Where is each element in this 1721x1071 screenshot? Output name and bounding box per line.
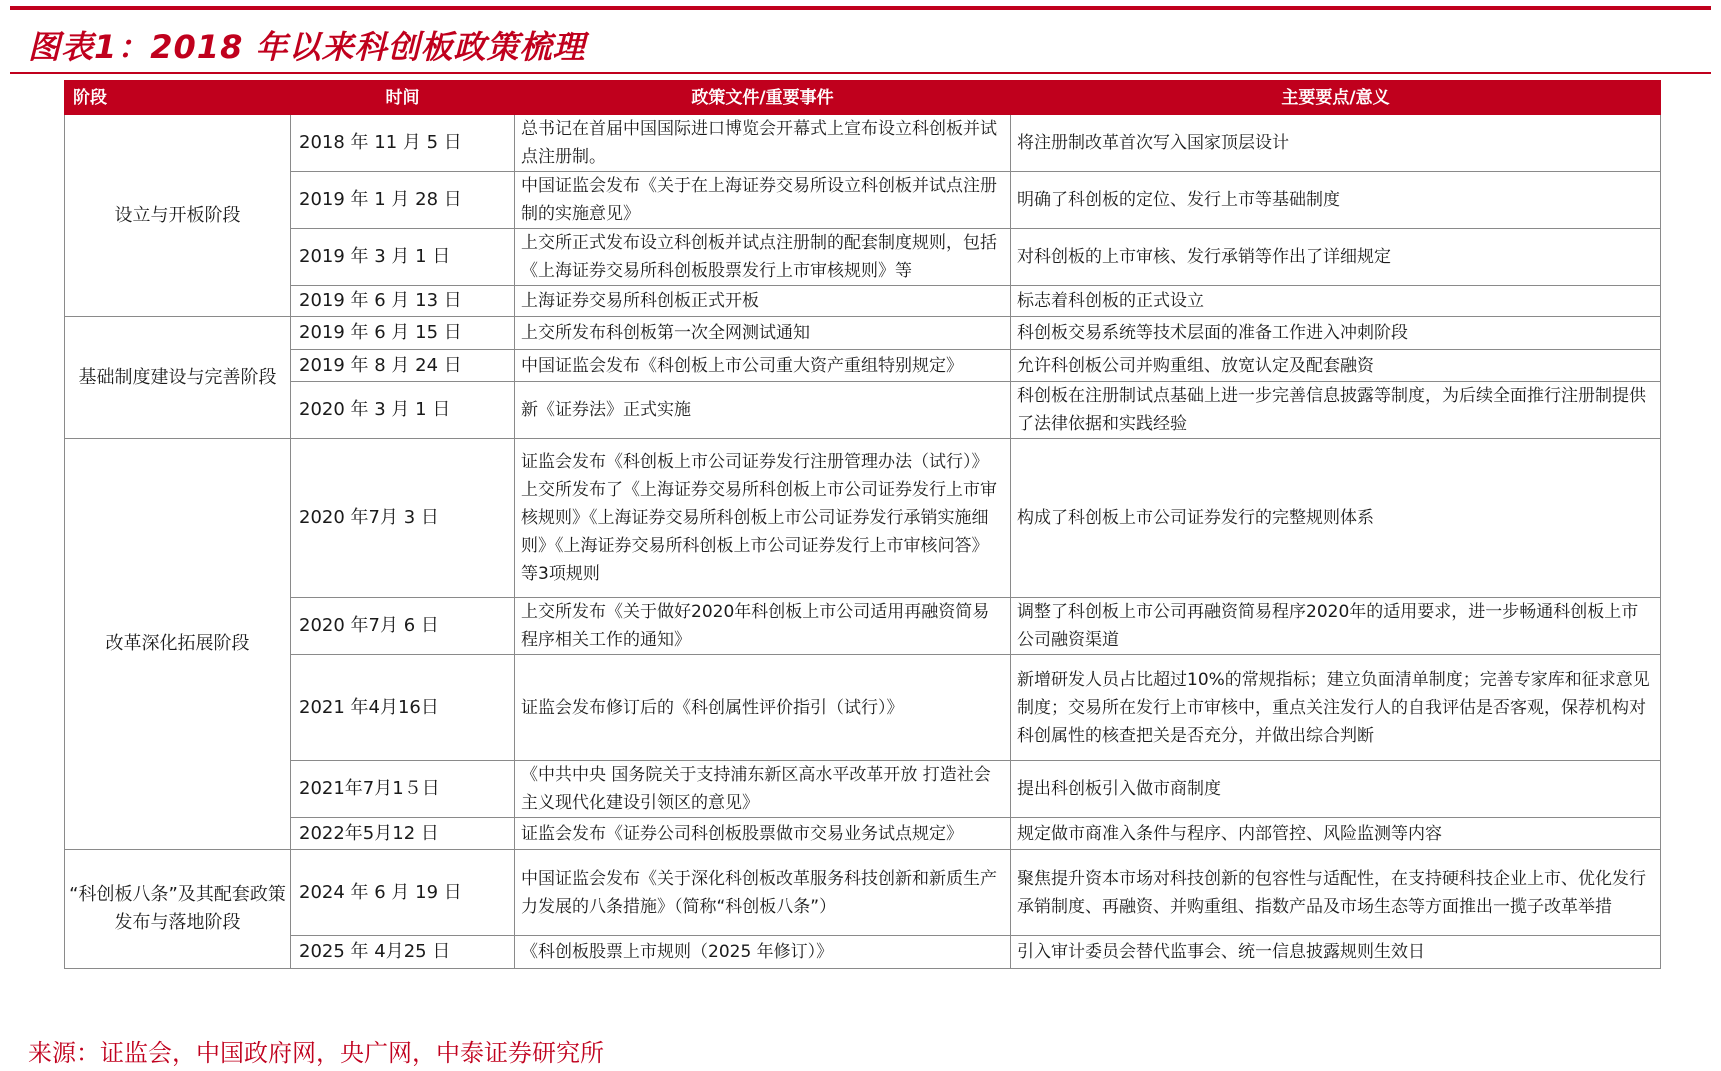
column-header-significance: 主要要点/意义 — [1011, 81, 1661, 115]
significance-cell: 标志着科创板的正式设立 — [1011, 286, 1661, 317]
significance-cell: 允许科创板公司并购重组、放宽认定及配套融资 — [1011, 350, 1661, 382]
event-cell: 上交所发布《关于做好2020年科创板上市公司适用再融资简易程序相关工作的通知》 — [515, 598, 1011, 655]
time-cell: 2024 年 6 月 19 日 — [291, 850, 515, 936]
time-cell: 2025 年 4月25 日 — [291, 936, 515, 969]
top-red-rule — [10, 6, 1711, 10]
significance-cell: 提出科创板引入做市商制度 — [1011, 761, 1661, 818]
significance-cell: 聚焦提升资本市场对科技创新的包容性与适配性，在支持硬科技企业上市、优化发行承销制度、再融资、并购重组、指数产品及市场生态等方面推出一揽子改革举措 — [1011, 850, 1661, 936]
time-cell: 2020 年 3 月 1 日 — [291, 382, 515, 439]
column-header-stage: 阶段 — [65, 81, 291, 115]
table-row — [65, 115, 1661, 172]
event-cell: 中国证监会发布《关于在上海证券交易所设立科创板并试点注册制的实施意见》 — [515, 172, 1011, 229]
table-row — [65, 439, 1661, 598]
table-row — [65, 598, 1661, 655]
time-cell: 2019 年 6 月 15 日 — [291, 317, 515, 350]
event-cell: 《科创板股票上市规则（2025 年修订）》 — [515, 936, 1011, 969]
significance-cell: 新增研发人员占比超过10%的常规指标；建立负面清单制度；完善专家库和征求意见制度；交易所在发行上市审核中，重点关注发行人的自我评估是否客观，保荐机构对科创属性的核查把关是否充分，并做出综合判断 — [1011, 655, 1661, 761]
significance-cell: 将注册制改革首次写入国家顶层设计 — [1011, 115, 1661, 172]
event-cell: 上交所发布科创板第一次全网测试通知 — [515, 317, 1011, 350]
table-row — [65, 936, 1661, 969]
event-cell: 证监会发布修订后的《科创属性评价指引（试行）》 — [515, 655, 1011, 761]
time-cell: 2019 年 6 月 13 日 — [291, 286, 515, 317]
table-row — [65, 655, 1661, 761]
event-cell: 《中共中央 国务院关于支持浦东新区高水平改革开放 打造社会主义现代化建设引领区的意见》 — [515, 761, 1011, 818]
source-note: 来源：证监会，中国政府网，央广网，中泰证券研究所 — [28, 1039, 604, 1067]
table-row — [65, 286, 1661, 317]
event-cell: 中国证监会发布《科创板上市公司重大资产重组特别规定》 — [515, 350, 1011, 382]
stage-cell: 设立与开板阶段 — [65, 115, 291, 317]
event-cell: 中国证监会发布《关于深化科创板改革服务科技创新和新质生产力发展的八条措施》（简称“科创板八条”） — [515, 850, 1011, 936]
column-header-event: 政策文件/重要事件 — [515, 81, 1011, 115]
table-header-row — [65, 81, 1661, 115]
stage-cell: 改革深化拓展阶段 — [65, 439, 291, 850]
column-header-time: 时间 — [291, 81, 515, 115]
table-row — [65, 172, 1661, 229]
time-cell: 2020 年7月 3 日 — [291, 439, 515, 598]
stage-cell: “科创板八条”及其配套政策发布与落地阶段 — [65, 850, 291, 969]
table-row — [65, 317, 1661, 350]
significance-cell: 科创板在注册制试点基础上进一步完善信息披露等制度，为后续全面推行注册制提供了法律依据和实践经验 — [1011, 382, 1661, 439]
chart-title: 图表1：2018 年以来科创板政策梳理 — [28, 28, 586, 66]
significance-cell: 构成了科创板上市公司证券发行的完整规则体系 — [1011, 439, 1661, 598]
significance-cell: 调整了科创板上市公司再融资简易程序2020年的适用要求，进一步畅通科创板上市公司融资渠道 — [1011, 598, 1661, 655]
stage-cell: 基础制度建设与完善阶段 — [65, 317, 291, 439]
title-red-rule — [10, 72, 1711, 74]
time-cell: 2018 年 11 月 5 日 — [291, 115, 515, 172]
significance-cell: 引入审计委员会替代监事会、统一信息披露规则生效日 — [1011, 936, 1661, 969]
table-row — [65, 761, 1661, 818]
table-row — [65, 350, 1661, 382]
significance-cell: 明确了科创板的定位、发行上市等基础制度 — [1011, 172, 1661, 229]
event-cell: 证监会发布《科创板上市公司证券发行注册管理办法（试行）》上交所发布了《上海证券交易所科创板上市公司证券发行上市审核规则》《上海证券交易所科创板上市公司证券发行承销实施细则》《上海证券交易所科创板上市公司证券发行上市审核问答》等3项规则 — [515, 439, 1011, 598]
time-cell: 2020 年7月 6 日 — [291, 598, 515, 655]
table-row — [65, 382, 1661, 439]
event-cell: 新《证券法》正式实施 — [515, 382, 1011, 439]
time-cell: 2019 年 3 月 1 日 — [291, 229, 515, 286]
table-row — [65, 850, 1661, 936]
time-cell: 2022年5月12 日 — [291, 818, 515, 850]
event-cell: 证监会发布《证券公司科创板股票做市交易业务试点规定》 — [515, 818, 1011, 850]
table-row — [65, 818, 1661, 850]
time-cell: 2021 年4月16日 — [291, 655, 515, 761]
time-cell: 2021年7月1５日 — [291, 761, 515, 818]
event-cell: 总书记在首届中国国际进口博览会开幕式上宣布设立科创板并试点注册制。 — [515, 115, 1011, 172]
table-row — [65, 229, 1661, 286]
policy-table — [64, 80, 1661, 969]
significance-cell: 科创板交易系统等技术层面的准备工作进入冲刺阶段 — [1011, 317, 1661, 350]
time-cell: 2019 年 1 月 28 日 — [291, 172, 515, 229]
event-cell: 上海证券交易所科创板正式开板 — [515, 286, 1011, 317]
time-cell: 2019 年 8 月 24 日 — [291, 350, 515, 382]
significance-cell: 规定做市商准入条件与程序、内部管控、风险监测等内容 — [1011, 818, 1661, 850]
event-cell: 上交所正式发布设立科创板并试点注册制的配套制度规则，包括《上海证券交易所科创板股票发行上市审核规则》等 — [515, 229, 1011, 286]
significance-cell: 对科创板的上市审核、发行承销等作出了详细规定 — [1011, 229, 1661, 286]
